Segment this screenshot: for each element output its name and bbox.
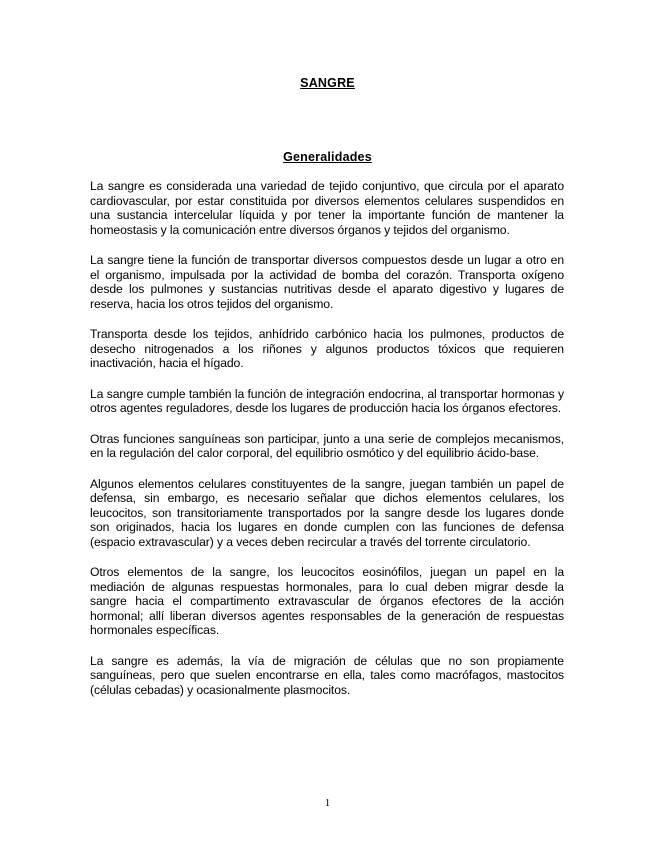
paragraph-7: Otros elementos de la sangre, los leucocitos eosinófilos, juegan un papel en la mediación de algunas respuestas hormonales, para lo cual deben migrar desde la sangre hacia el compartimento extravascular de órganos efectores de la acción hormonal; allí liberan diversos agentes responsables de la generación de respuestas hormonales específicas.	[90, 565, 564, 637]
paragraph-6: Algunos elementos celulares constituyentes de la sangre, juegan también un papel de defensa, sin embargo, es necesario señalar que dichos elementos celulares, los leucocitos, son transitoriamente transportados por la sangre desde los lugares donde son originados, hacia los lugares en donde cumplen con las funciones de defensa (espacio extravascular) y a veces deben recircular a través del torrente circulatorio.	[90, 476, 564, 549]
paragraph-1: La sangre es considerada una variedad de tejido conjuntivo, que circula por el aparato cardiovascular, por estar constituida por diversos elementos celulares suspendidos en una sustancia intercelular líquida y por tener la importante función de mantener la homeostasis y la comunicación entre diversos órganos y tejidos del organismo.	[90, 179, 564, 237]
paragraph-3: Transporta desde los tejidos, anhídrido carbónico hacia los pulmones, productos de desecho nitrogenados a los riñones y algunos productos tóxicos que requieren inactivación, hacia el hígado.	[90, 327, 564, 370]
paragraph-5: Otras funciones sanguíneas son participar, junto a una serie de complejos mecanismos, en la regulación del calor corporal, del equilibrio osmótico y del equilibrio ácido-base.	[90, 431, 564, 460]
paragraph-4: La sangre cumple también la función de integración endocrina, al transportar hormonas y otros agentes reguladores, desde los lugares de producción hacia los órganos efectores.	[90, 386, 564, 415]
paragraph-2: La sangre tiene la función de transportar diversos compuestos desde un lugar a otro en el organismo, impulsada por la actividad de bomba del corazón. Transporta oxígeno desde los pulmones y sustancias nutritivas desde el aparato digestivo y lugares de reserva, hacia los otros tejidos del organismo.	[90, 253, 564, 311]
section-heading: Generalidades	[283, 150, 372, 164]
document-body	[90, 179, 564, 713]
document-title: SANGRE	[300, 76, 355, 90]
paragraph-8: La sangre es además, la vía de migración de células que no son propiamente sanguíneas, pero que suelen encontrarse en ella, tales como macrófagos, mastocitos (células cebadas) y ocasionalmente plasmocitos.	[90, 653, 564, 697]
page-number: 1	[324, 797, 331, 809]
